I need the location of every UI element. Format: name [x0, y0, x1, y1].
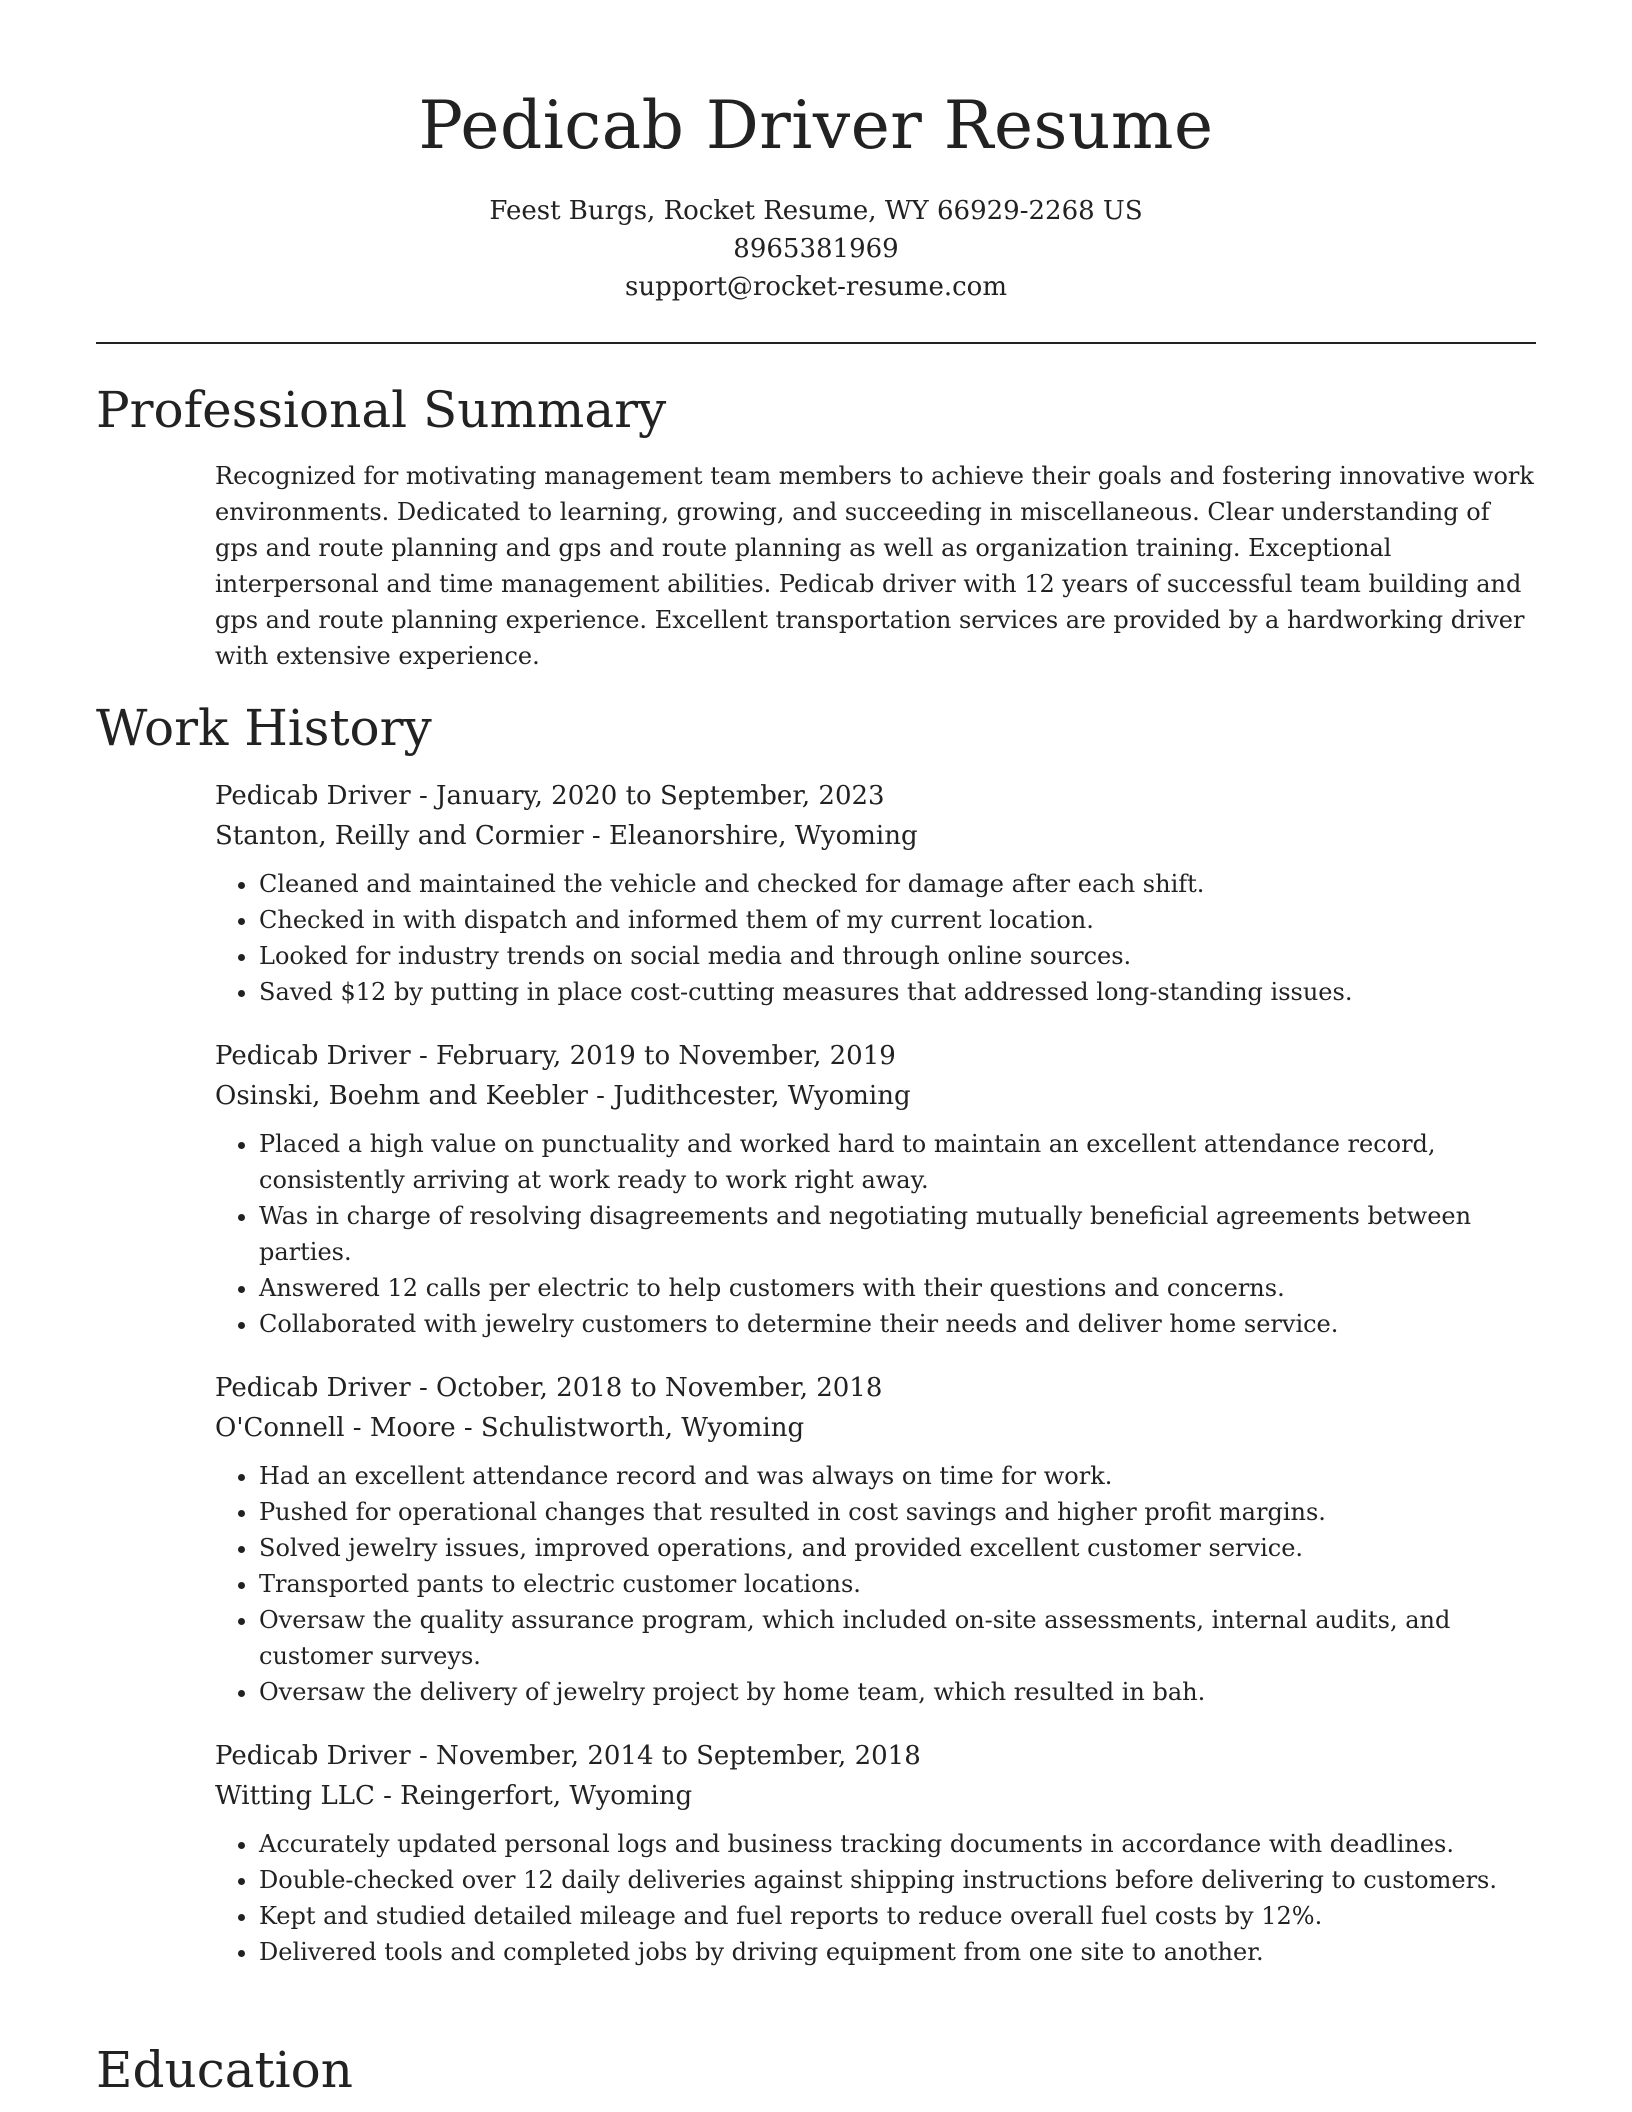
- job-role-line: Pedicab Driver - January, 2020 to September, 2023: [215, 781, 885, 811]
- job-bullet: • Saved $12 by putting in place cost-cutting measures that addressed long-standing issues.: [259, 974, 1535, 1010]
- summary-body: [215, 458, 1535, 674]
- job-entry: [215, 1036, 1535, 1342]
- job-bullet: • Checked in with dispatch and informed them of my current location.: [259, 902, 1535, 938]
- job-bullet: • Delivered tools and completed jobs by driving equipment from one site to another.: [259, 1934, 1535, 1970]
- job-company-line: Witting LLC - Reingerfort, Wyoming: [215, 1781, 693, 1811]
- job-company-line: Stanton, Reilly and Cormier - Eleanorshire, Wyoming: [215, 821, 918, 851]
- job-bullet: • Placed a high value on punctuality and worked hard to maintain an excellent attendance record, consistently arriving at work ready to work right away.: [259, 1126, 1535, 1198]
- contact-email: support@rocket-resume.com: [624, 272, 1007, 302]
- job-bullet: • Had an excellent attendance record and was always on time for work.: [259, 1458, 1535, 1494]
- job-bullet: • Accurately updated personal logs and business tracking documents in accordance with deadlines.: [259, 1826, 1535, 1862]
- job-bullet: • Oversaw the delivery of jewelry project by home team, which resulted in bah.: [259, 1674, 1535, 1710]
- job-bullet-list: [215, 1826, 1535, 1970]
- job-bullet: • Was in charge of resolving disagreements and negotiating mutually beneficial agreements between parties.: [259, 1198, 1535, 1270]
- job-bullet: • Looked for industry trends on social media and through online sources.: [259, 938, 1535, 974]
- resume-title: Pedicab Driver Resume: [418, 87, 1214, 164]
- job-role-line: Pedicab Driver - October, 2018 to November, 2018: [215, 1373, 883, 1403]
- job-company-line: O'Connell - Moore - Schulistworth, Wyoming: [215, 1413, 805, 1443]
- job-bullet: • Cleaned and maintained the vehicle and checked for damage after each shift.: [259, 866, 1535, 902]
- job-bullet-list: [215, 866, 1535, 1010]
- education-heading: Education: [96, 2041, 353, 2099]
- job-bullet-list: [215, 1126, 1535, 1342]
- job-bullet: • Solved jewelry issues, improved operations, and provided excellent customer service.: [259, 1530, 1535, 1566]
- contact-address: Feest Burgs, Rocket Resume, WY 66929-2268 US: [489, 196, 1143, 226]
- job-entry: [215, 776, 1535, 1010]
- resume-header: [0, 80, 1632, 306]
- contact-phone: 8965381969: [733, 234, 899, 264]
- job-entry: [215, 1368, 1535, 1710]
- job-bullet: • Transported pants to electric customer locations.: [259, 1566, 1535, 1602]
- job-bullet: • Answered 12 calls per electric to help customers with their questions and concerns.: [259, 1270, 1535, 1306]
- work-history-heading: Work History: [96, 699, 432, 757]
- job-bullet: • Double-checked over 12 daily deliveries against shipping instructions before delivering to customers.: [259, 1862, 1535, 1898]
- job-bullet-list: [215, 1458, 1535, 1710]
- header-divider: [96, 342, 1536, 344]
- job-bullet: • Oversaw the quality assurance program, which included on-site assessments, internal audits, and customer surveys.: [259, 1602, 1535, 1674]
- job-bullet: • Collaborated with jewelry customers to determine their needs and deliver home service.: [259, 1306, 1535, 1342]
- job-bullet: • Kept and studied detailed mileage and fuel reports to reduce overall fuel costs by 12%.: [259, 1898, 1535, 1934]
- contact-block: [0, 192, 1632, 306]
- job-role-line: Pedicab Driver - February, 2019 to November, 2019: [215, 1041, 896, 1071]
- job-company-line: Osinski, Boehm and Keebler - Judithcester, Wyoming: [215, 1081, 911, 1111]
- job-bullet: • Pushed for operational changes that resulted in cost savings and higher profit margins.: [259, 1494, 1535, 1530]
- work-history-body: [215, 776, 1535, 1996]
- summary-heading: Professional Summary: [96, 381, 667, 439]
- job-entry: [215, 1736, 1535, 1970]
- job-role-line: Pedicab Driver - November, 2014 to September, 2018: [215, 1741, 921, 1771]
- summary-text: Recognized for motivating management team members to achieve their goals and fostering innovative work environments. Dedicated to learning, growing, and succeeding in miscellaneous. Clear understanding of gps and route planning and gps and route planning as well as organization training. Exceptional interpersonal and time management abilities. Pedicab driver with 12 years of successful team building and gps and route planning experience. Excellent transportation services are provided by a hardworking driver with extensive experience.: [215, 462, 1534, 670]
